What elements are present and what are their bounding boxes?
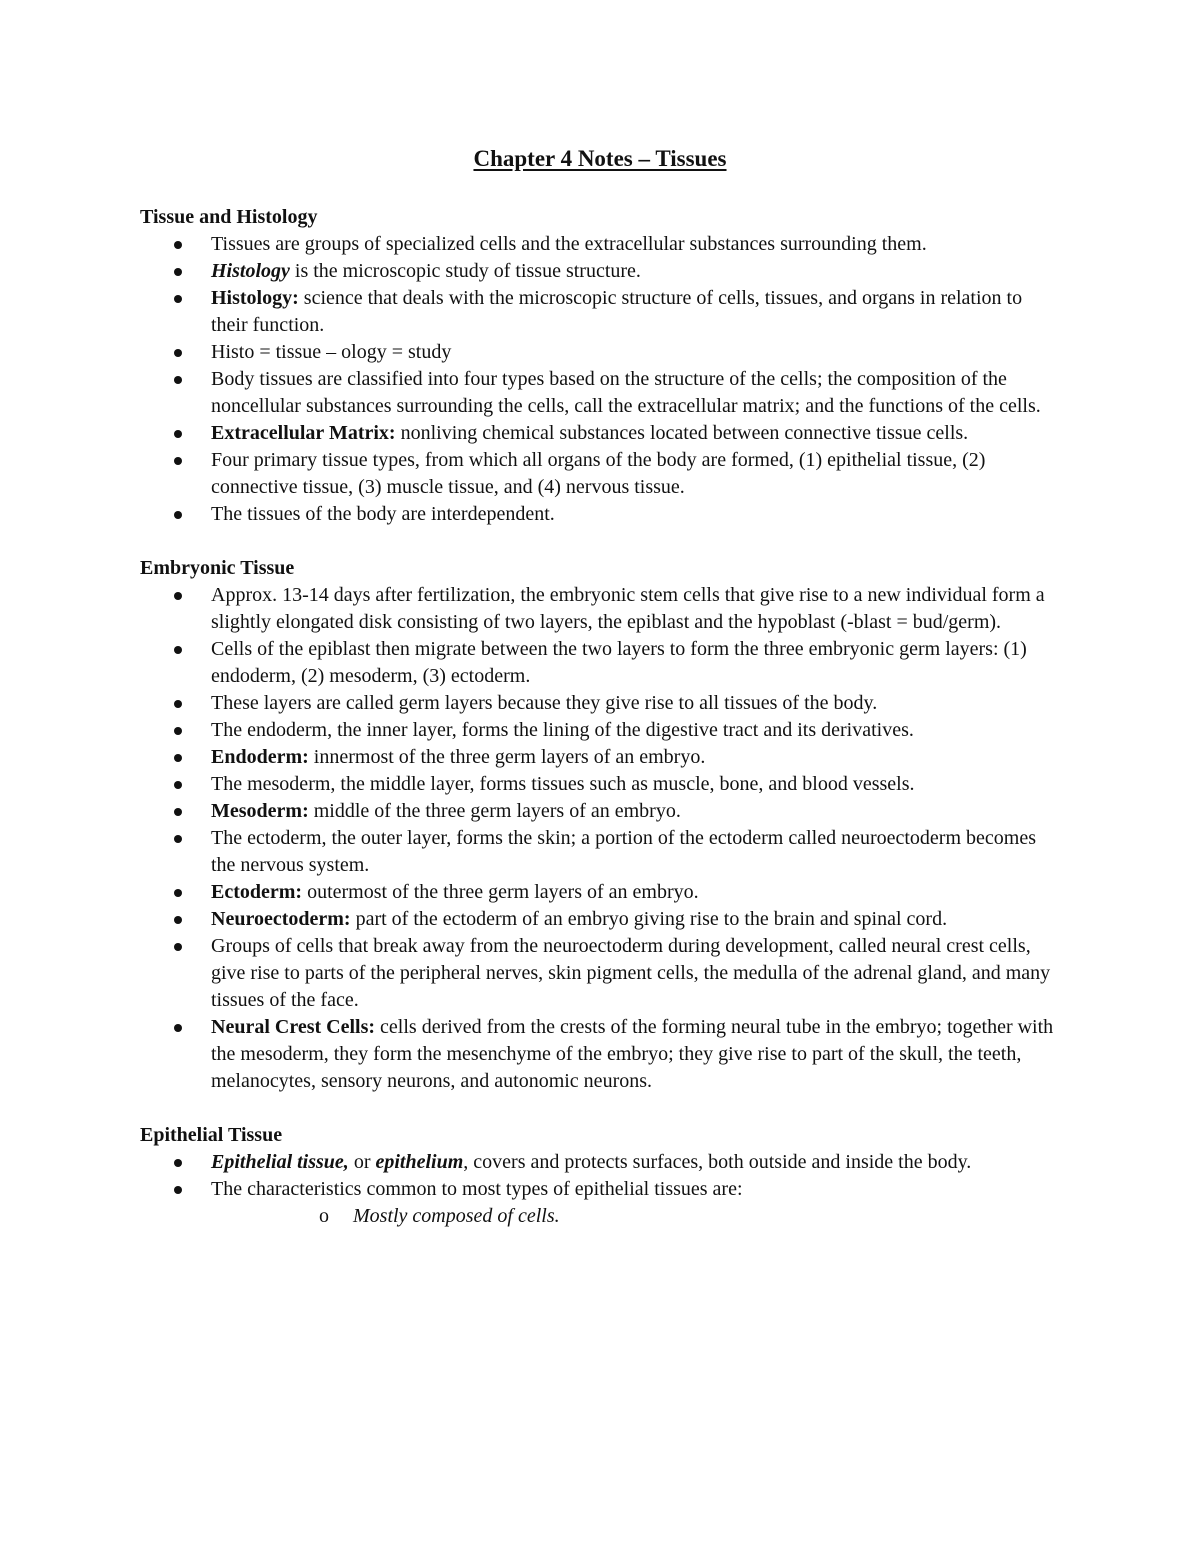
- bullet-icon: [174, 808, 182, 816]
- bullet-icon: [174, 916, 182, 924]
- bullet-icon: [174, 376, 182, 384]
- bullet-icon: [174, 457, 182, 465]
- item-text: The characteristics common to most types of epithelial tissues are:: [211, 1178, 743, 1200]
- bullet-icon: [174, 1024, 182, 1032]
- bullet-icon: [174, 889, 182, 897]
- item-text: is the microscopic study of tissue structure.: [289, 260, 641, 282]
- term: Ectoderm:: [211, 881, 303, 903]
- list-item: [140, 906, 1060, 933]
- bullet-icon: [174, 592, 182, 600]
- bullet-list: [140, 231, 1060, 528]
- item-text: outermost of the three germ layers of an embryo.: [302, 881, 699, 903]
- list-item: [140, 285, 1060, 339]
- circle-bullet-icon: o: [319, 1205, 329, 1227]
- bullet-icon: [174, 295, 182, 303]
- list-item: [140, 933, 1060, 1014]
- section: [140, 555, 1060, 1095]
- bullet-icon: [174, 268, 182, 276]
- item-text: innermost of the three germ layers of an embryo.: [308, 746, 706, 768]
- list-item: [140, 258, 1060, 285]
- item-text: The tissues of the body are interdependent.: [211, 503, 555, 525]
- term: Endoderm:: [211, 746, 309, 768]
- bullet-icon: [174, 943, 182, 951]
- list-item: [140, 366, 1060, 420]
- term: Mesoderm:: [211, 800, 309, 822]
- list-item: [140, 339, 1060, 366]
- list-item: [140, 501, 1060, 528]
- item-text: nonliving chemical substances located between connective tissue cells.: [395, 422, 969, 444]
- item-text: Approx. 13-14 days after fertilization, the embryonic stem cells that give rise to a new individual form a slightly elongated disk consisting of two layers, the epiblast and the hypoblast (-blast = bud/germ).: [211, 584, 1045, 633]
- section: [140, 1122, 1060, 1230]
- term: Neural Crest Cells:: [211, 1016, 376, 1038]
- list-item: [140, 1149, 1060, 1176]
- term: epithelium: [375, 1151, 464, 1173]
- bullet-icon: [174, 700, 182, 708]
- item-text: or: [348, 1151, 376, 1173]
- term: Extracellular Matrix:: [211, 422, 396, 444]
- list-item: [140, 717, 1060, 744]
- list-item: [140, 420, 1060, 447]
- list-item: [140, 690, 1060, 717]
- term: Epithelial tissue,: [211, 1151, 349, 1173]
- bullet-icon: [174, 241, 182, 249]
- section-heading: Embryonic Tissue: [140, 557, 295, 579]
- item-text: Groups of cells that break away from the neuroectoderm during development, called neural crest cells, give rise to parts of the peripheral nerves, skin pigment cells, the medulla of the adrenal gland, and many tissues of the face.: [211, 935, 1051, 1011]
- list-item: [140, 231, 1060, 258]
- bullet-icon: [174, 1186, 182, 1194]
- bullet-list: [140, 582, 1060, 1095]
- bullet-icon: [174, 349, 182, 357]
- list-item: [140, 447, 1060, 501]
- list-item: [140, 1176, 1060, 1230]
- item-text: The ectoderm, the outer layer, forms the skin; a portion of the ectoderm called neuroectoderm becomes the nervous system.: [211, 827, 1036, 876]
- item-text: The endoderm, the inner layer, forms the lining of the digestive tract and its derivatives.: [211, 719, 914, 741]
- item-text: cells derived from the crests of the forming neural tube in the embryo; together with the mesoderm, they form the mesenchyme of the embryo; they give rise to part of the skull, the teeth, melanocytes, sensory neurons, and autonomic neurons.: [211, 1016, 1054, 1092]
- item-text: Histo = tissue – ology = study: [211, 341, 452, 363]
- bullet-icon: [174, 430, 182, 438]
- bullet-list: [140, 1149, 1060, 1230]
- sub-list-item: [211, 1203, 1060, 1230]
- section: [140, 204, 1060, 528]
- section-heading: Tissue and Histology: [140, 206, 318, 228]
- list-item: [140, 1014, 1060, 1095]
- list-item: [140, 771, 1060, 798]
- list-item: [140, 825, 1060, 879]
- document-content: [140, 204, 1060, 1257]
- list-item: [140, 744, 1060, 771]
- list-item: [140, 879, 1060, 906]
- item-text: , covers and protects surfaces, both outside and inside the body.: [463, 1151, 972, 1173]
- list-item: [140, 798, 1060, 825]
- list-item: [140, 582, 1060, 636]
- item-text: The mesoderm, the middle layer, forms tissues such as muscle, bone, and blood vessels.: [211, 773, 915, 795]
- item-text: Body tissues are classified into four types based on the structure of the cells; the composition of the noncellular substances surrounding the cells, call the extracellular matrix; and the functions of the cells.: [211, 368, 1041, 417]
- bullet-icon: [174, 835, 182, 843]
- bullet-icon: [174, 511, 182, 519]
- bullet-icon: [174, 754, 182, 762]
- item-text: Tissues are groups of specialized cells and the extracellular substances surrounding them.: [211, 233, 927, 255]
- term: Neuroectoderm:: [211, 908, 351, 930]
- item-text: Four primary tissue types, from which all organs of the body are formed, (1) epithelial tissue, (2) connective tissue, (3) muscle tissue, and (4) nervous tissue.: [211, 449, 986, 498]
- term: Histology:: [211, 287, 299, 309]
- item-text: science that deals with the microscopic structure of cells, tissues, and organs in relation to their function.: [211, 287, 1023, 336]
- section-heading: Epithelial Tissue: [140, 1124, 283, 1146]
- item-text: middle of the three germ layers of an embryo.: [308, 800, 681, 822]
- list-item: [140, 636, 1060, 690]
- bullet-icon: [174, 1159, 182, 1167]
- sub-item-text: Mostly composed of cells.: [353, 1205, 560, 1227]
- item-text: These layers are called germ layers because they give rise to all tissues of the body.: [211, 692, 878, 714]
- bullet-icon: [174, 646, 182, 654]
- sub-list: [211, 1203, 1060, 1230]
- bullet-icon: [174, 781, 182, 789]
- bullet-icon: [174, 727, 182, 735]
- item-text: part of the ectoderm of an embryo giving rise to the brain and spinal cord.: [350, 908, 948, 930]
- document-title: Chapter 4 Notes – Tissues: [473, 146, 727, 171]
- item-text: Cells of the epiblast then migrate between the two layers to form the three embryonic germ layers: (1) endoderm, (2) mesoderm, (3) ectoderm.: [211, 638, 1027, 687]
- term: Histology: [211, 260, 290, 282]
